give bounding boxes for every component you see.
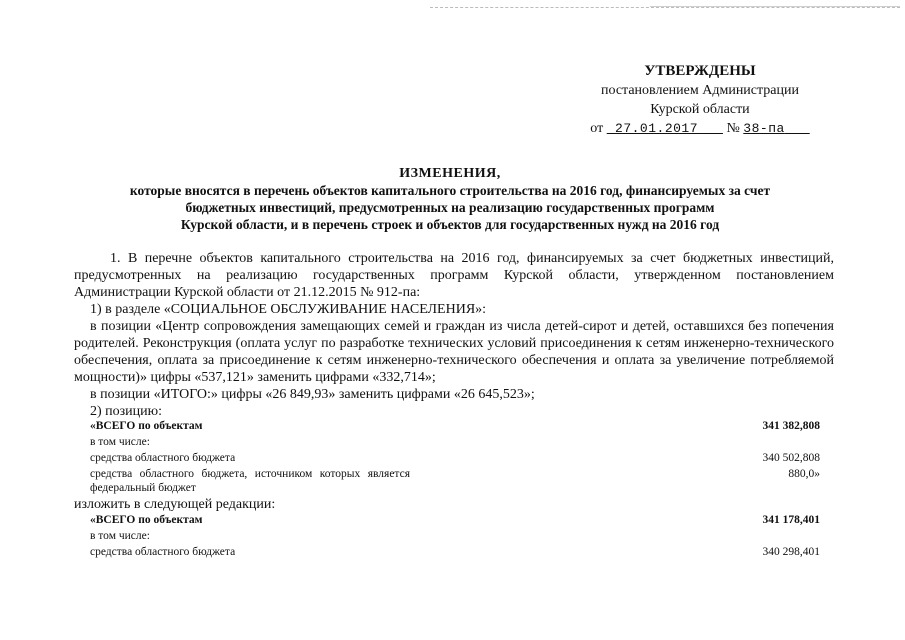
heading-line-1: которые вносятся в перечень объектов капитального строительства на 2016 год, финансируемых за счет (129, 183, 771, 198)
document-heading (60, 165, 840, 233)
date-prefix: от (590, 121, 604, 136)
old-regional-value: 340 502,808 (762, 452, 820, 464)
heading-line-3: Курской области, и в перечень строек и объектов для государственных нужд на 2016 год (180, 217, 720, 232)
approval-date: 27.01.2017 (615, 121, 699, 136)
paragraph-section: 1) в разделе «СОЦИАЛЬНОЕ ОБСЛУЖИВАНИЕ НАСЕЛЕНИЯ»: (90, 302, 487, 317)
approval-block (560, 62, 840, 138)
approval-date-line (560, 119, 840, 138)
paragraph-total: в позиции «ИТОГО:» цифры «26 849,93» заменить цифрами «26 645,523»; (90, 387, 535, 402)
approval-title: УТВЕРЖДЕНЫ (644, 63, 756, 79)
paragraph-new-wording: изложить в следующей редакции: (74, 497, 276, 512)
heading-line-2: бюджетных инвестиций, предусмотренных на реализацию государственных программ (185, 200, 715, 215)
new-total-label: «ВСЕГО по объектам (90, 514, 203, 526)
paragraph-item-2: 2) позицию: (90, 404, 163, 419)
old-incl-label: в том числе: (90, 436, 150, 448)
scan-artifact-line (430, 7, 900, 8)
number-prefix: № (726, 121, 740, 136)
new-total-value: 341 178,401 (762, 514, 820, 526)
approval-number: 38-па (743, 121, 785, 136)
old-federal-label: средства областного бюджета, источником которых является федеральный бюджет (90, 468, 410, 494)
old-regional-label: средства областного бюджета (90, 452, 236, 464)
approval-line-1: постановлением Администрации (601, 83, 799, 98)
old-total-value: 341 382,808 (762, 420, 820, 432)
paragraph-position: в позиции «Центр сопровождения замещающих семей и граждан из числа детей-сирот и детей, оставшихся без попечения родителей. Реконструкция (оплата услуг по разработке технических условий присоединения к сетям инженерно-технического обеспечения, оплата за присоединение к сетям инженерно-технического обеспечения и оплата за увеличение потребляемой мощности)» цифры «537,121» заменить цифрами «332,714»; (74, 319, 834, 385)
new-regional-label: средства областного бюджета (90, 546, 236, 558)
old-federal-value: 880,0» (788, 468, 820, 480)
paragraph-1: 1. В перечне объектов капитального строительства на 2016 год, финансируемых за счет бюджетных инвестиций, предусмотренных на реализацию государственных программ Курской области, утвержденном постановлением Администрации Курской области от 21.12.2015 № 912-па: (74, 251, 834, 300)
approval-line-2: Курской области (650, 102, 750, 117)
new-incl-label: в том числе: (90, 530, 150, 542)
old-total-label: «ВСЕГО по объектам (90, 420, 203, 432)
new-regional-value: 340 298,401 (762, 546, 820, 558)
heading-title: ИЗМЕНЕНИЯ, (399, 166, 501, 181)
scan-artifact-line (650, 6, 900, 7)
